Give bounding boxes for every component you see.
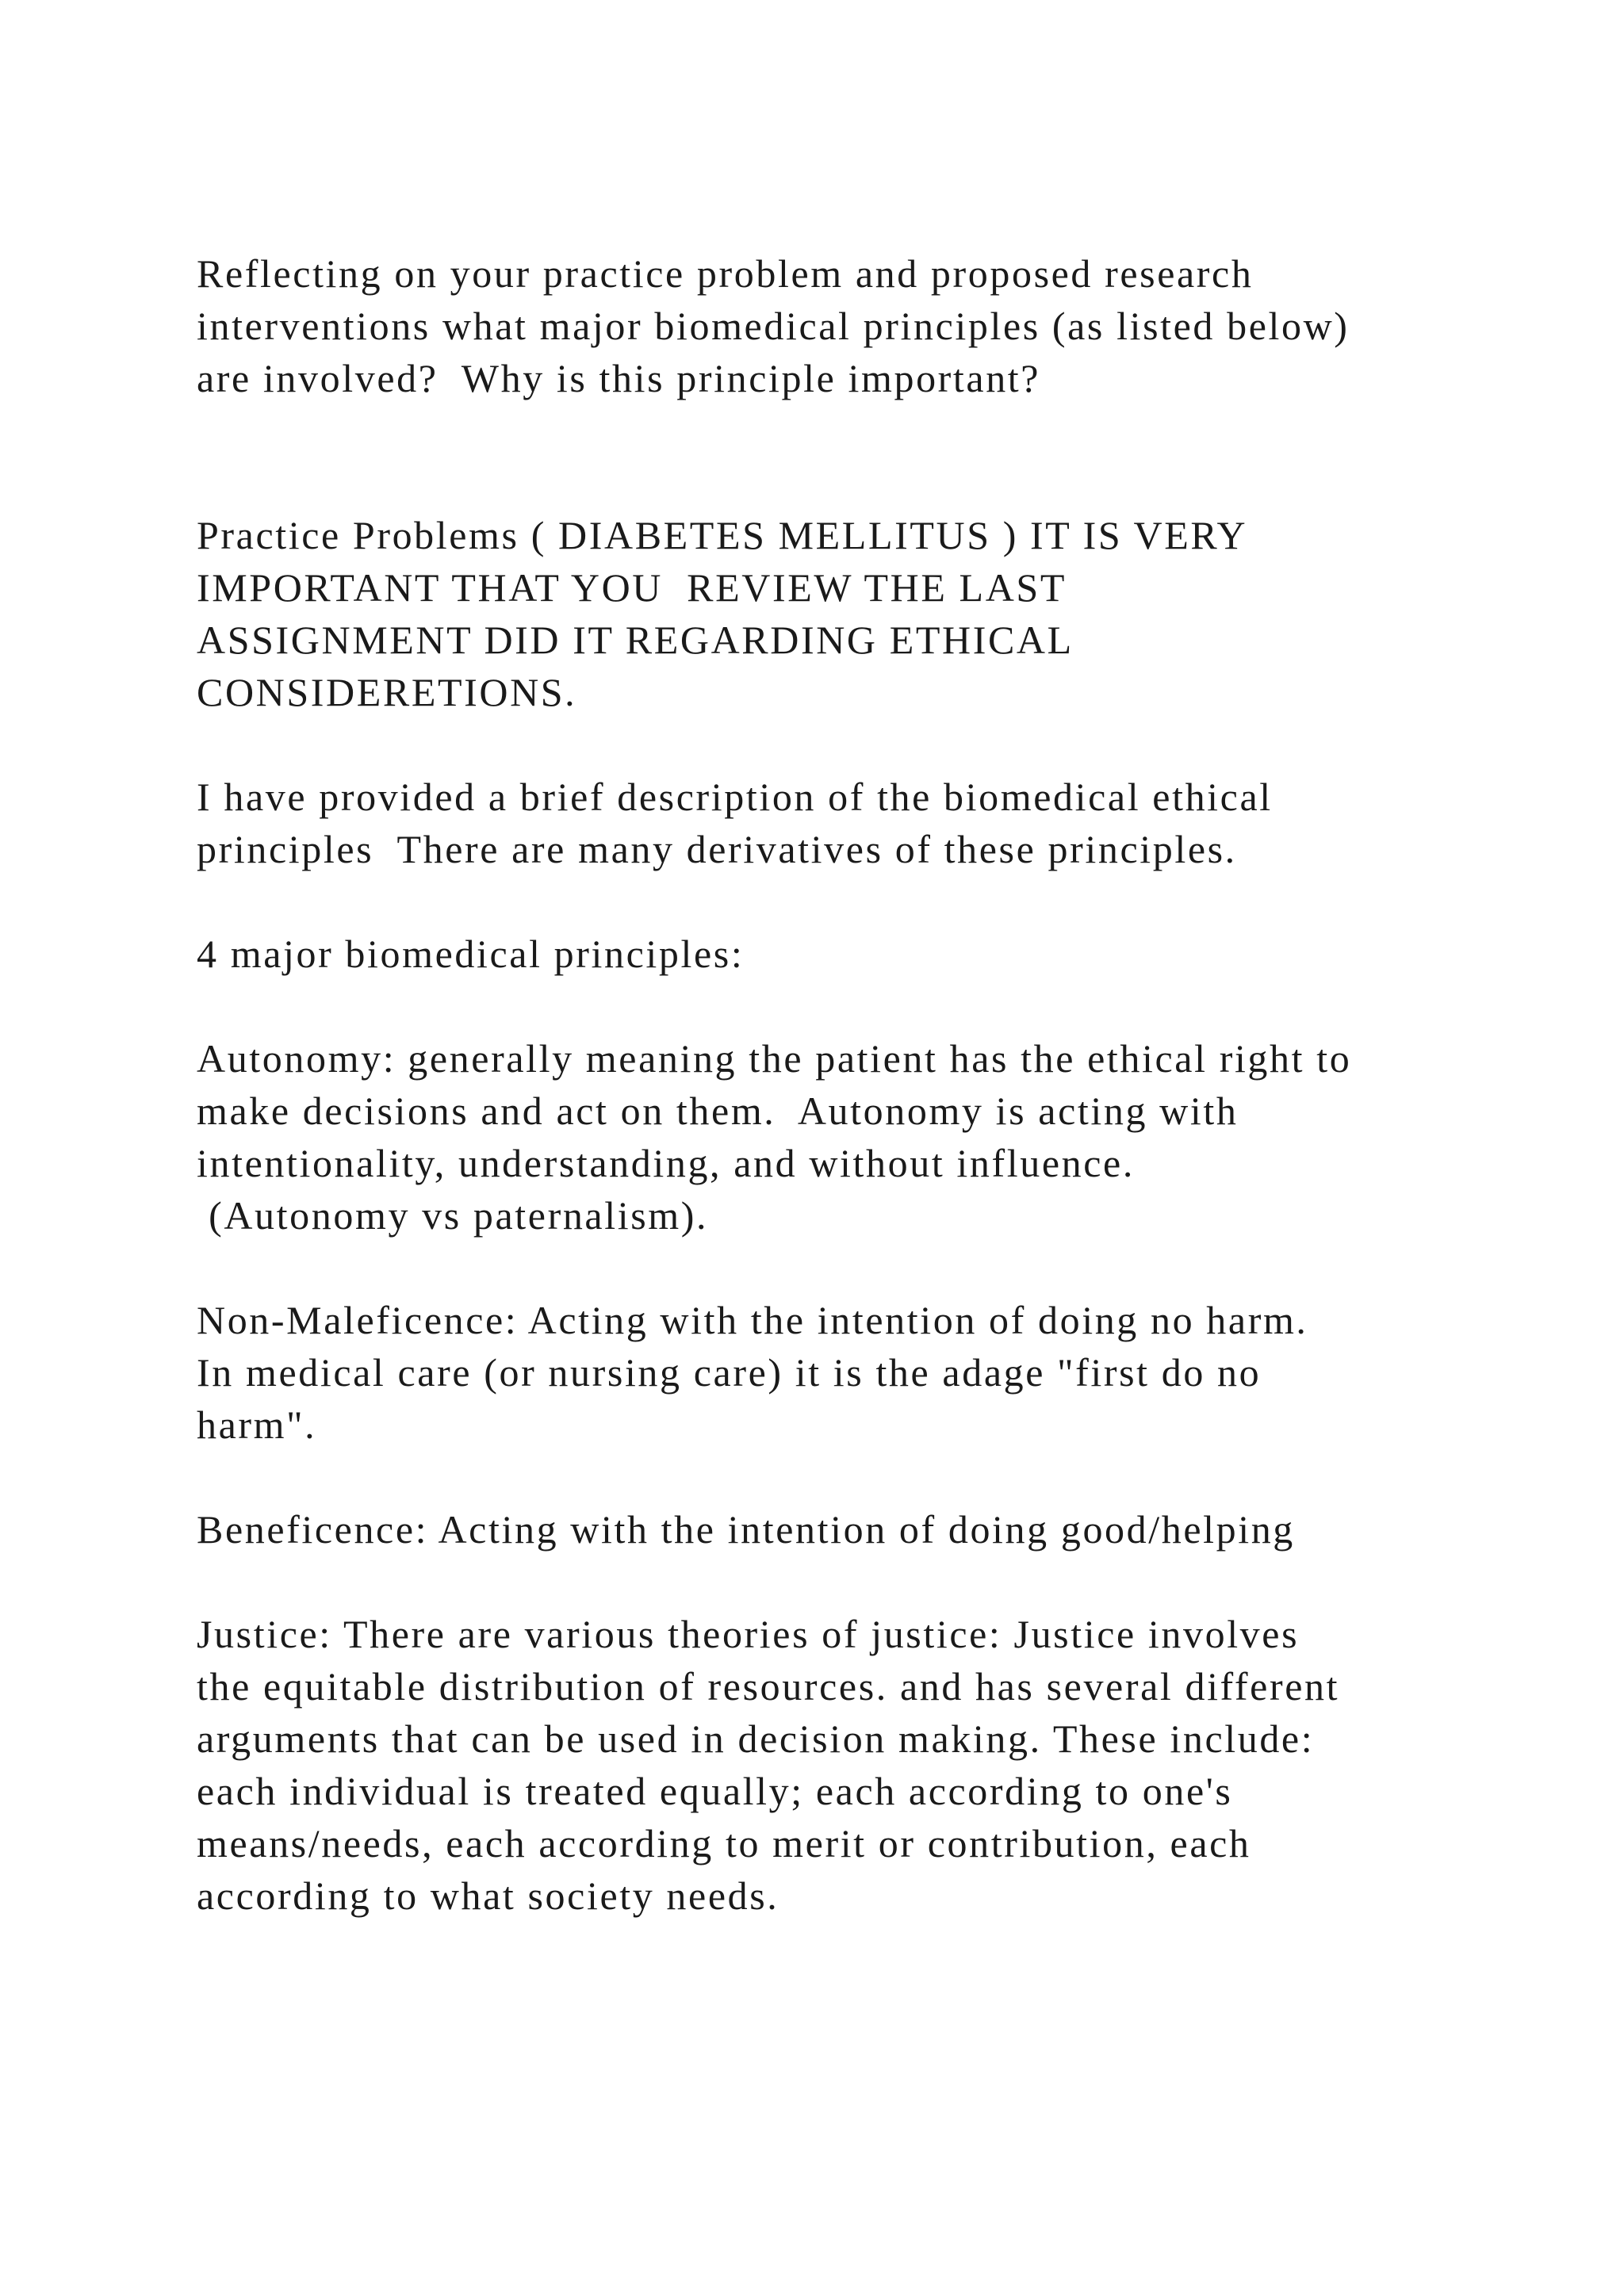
text-line: arguments that can be used in decision making. These include:	[197, 1716, 1315, 1761]
text-line: according to what society needs.	[197, 1873, 779, 1918]
text-line: CONSIDERETIONS.	[197, 670, 577, 714]
paragraph-gap	[197, 980, 1513, 1032]
text-line: (Autonomy vs paternalism).	[197, 1193, 709, 1238]
paragraph-practice-problems	[197, 509, 1513, 718]
text-line: the equitable distribution of resources. and has several different	[197, 1664, 1340, 1709]
paragraph-brief-description	[197, 771, 1513, 875]
text-line: are involved? Why is this principle important?	[197, 356, 1041, 400]
paragraph-gap	[197, 1451, 1513, 1503]
text-line: interventions what major biomedical principles (as listed below)	[197, 304, 1350, 348]
paragraph-gap	[197, 1556, 1513, 1608]
text-line: IMPORTANT THAT YOU REVIEW THE LAST	[197, 565, 1067, 610]
text-line: harm".	[197, 1402, 317, 1447]
text-line: Autonomy: generally meaning the patient has the ethical right to	[197, 1036, 1352, 1081]
paragraph-gap	[197, 404, 1513, 509]
text-line: Reflecting on your practice problem and proposed research	[197, 251, 1254, 296]
text-line: I have provided a brief description of the biomedical ethical	[197, 775, 1273, 819]
text-line: Practice Problems ( DIABETES MELLITUS ) IT IS VERY	[197, 513, 1248, 557]
paragraph-beneficence	[197, 1503, 1513, 1556]
document-body	[197, 247, 1513, 1922]
text-line: Beneficence: Acting with the intention of doing good/helping	[197, 1507, 1295, 1552]
text-line: principles There are many derivatives of these principles.	[197, 827, 1237, 871]
paragraph-justice	[197, 1608, 1513, 1922]
text-line: make decisions and act on them. Autonomy is acting with	[197, 1089, 1239, 1133]
text-line: Non-Maleficence: Acting with the intention of doing no harm.	[197, 1298, 1308, 1342]
text-line: intentionality, understanding, and without influence.	[197, 1141, 1135, 1185]
paragraph-principles-heading	[197, 928, 1513, 980]
text-line: In medical care (or nursing care) it is the adage "first do no	[197, 1350, 1262, 1395]
text-line: 4 major biomedical principles:	[197, 932, 745, 976]
text-line: ASSIGNMENT DID IT REGARDING ETHICAL	[197, 618, 1074, 662]
paragraph-autonomy	[197, 1032, 1513, 1242]
paragraph-gap	[197, 718, 1513, 771]
paragraph-gap	[197, 1242, 1513, 1294]
paragraph-intro-question	[197, 247, 1513, 404]
paragraph-non-maleficence	[197, 1294, 1513, 1451]
paragraph-gap	[197, 875, 1513, 928]
text-line: means/needs, each according to merit or contribution, each	[197, 1821, 1251, 1866]
text-line: Justice: There are various theories of justice: Justice involves	[197, 1612, 1300, 1656]
text-line: each individual is treated equally; each according to one's	[197, 1769, 1233, 1813]
